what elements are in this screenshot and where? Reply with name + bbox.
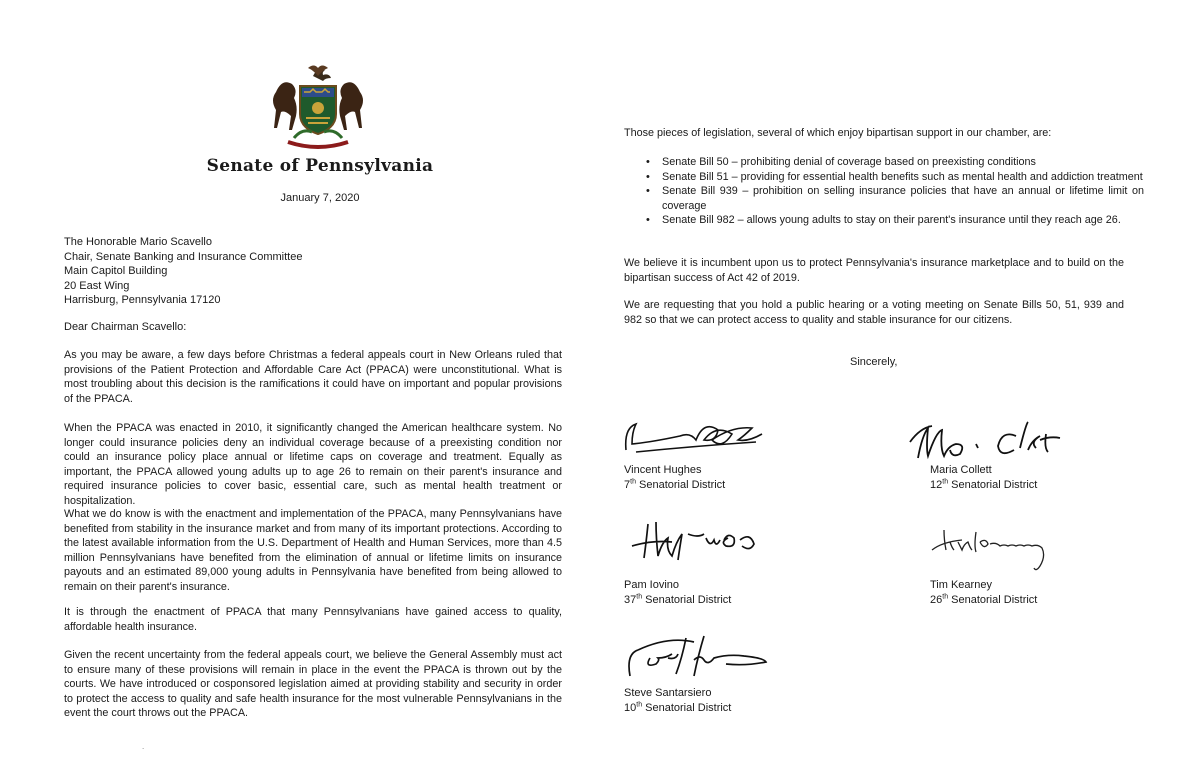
letterhead-title: Senate of Pennsylvania	[206, 156, 434, 176]
legislation-intro: Those pieces of legislation, several of which enjoy bipartisan support in our chamber, are:	[624, 127, 1052, 139]
body-paragraph: It is through the enactment of PPACA that many Pennsylvanians have gained access to quality, affordable health insurance.	[64, 606, 562, 633]
list-item	[624, 170, 1144, 185]
bullet-icon: •	[646, 156, 650, 168]
body-paragraph: As you may be aware, a few days before Christmas a federal appeals court in New Orleans ruled that provisions of the Patient Protection and Affordable Care Act (PPACA) were unconstitutional. What is most troubling about this decision is the ramifications it could have on important and popular provisions of the PPACA.	[64, 349, 562, 405]
recipient-address	[64, 235, 302, 308]
address-line: Harrisburg, Pennsylvania 17120	[64, 294, 221, 307]
scan-mark: .	[142, 742, 145, 751]
bill-list	[624, 155, 1144, 228]
body-paragraph: What we do know is with the enactment and implementation of the PPACA, many Pennsylvanians have benefited from stability in the insurance market and from many of its important protections. According to the latest available information from the U.S. Department of Health and Human Services, more than 4.5 million Pennsylvanians have benefited from the elimination of annual or lifetime limits on insurance payouts and an estimated 89,000 young adults in Pennsylvania have benefited from being allowed to remain on their parent's insurance.	[64, 508, 562, 593]
list-item	[624, 213, 1144, 228]
pennsylvania-coat-of-arms-icon	[258, 62, 378, 154]
signatory-name: Maria Collett	[930, 464, 992, 476]
body-paragraph: When the PPACA was enacted in 2010, it significantly changed the American healthcare system. No longer could insurance policies deny an individual coverage because of a preexisting condition nor could an insurance policy place annual or lifetime caps on coverage and treatment. Equally as important, the PPACA allowed young adults up to age 26 to remain on their parent's insurance and required insurance policies to cover basic, essential care, such as mental health treatment or hospitalization.	[64, 422, 562, 507]
address-line: The Honorable Mario Scavello	[64, 236, 212, 248]
body-paragraph: We are requesting that you hold a public hearing or a voting meeting on Senate Bills 50, 51, 939 and 982 so that we can protect access to quality and stable insurance for our citizens.	[624, 299, 1124, 326]
signatory-district: 37th Senatorial District	[624, 593, 732, 606]
signatory-name: Pam Iovino	[624, 579, 680, 591]
closing: Sincerely,	[850, 356, 898, 368]
signatory-district: 10th Senatorial District	[624, 701, 732, 714]
signature-kearney	[930, 512, 1080, 574]
letter-date: January 7, 2020	[280, 192, 360, 204]
signatory-district: 26th Senatorial District	[930, 593, 1038, 606]
bill-text: Senate Bill 50 – prohibiting denial of coverage based on preexisting conditions	[662, 156, 1036, 168]
signature-hughes	[622, 410, 812, 460]
body-paragraph: Given the recent uncertainty from the federal appeals court, we believe the General Assembly must act to ensure many of these provisions will remain in place in the event the PPACA is thrown out by the courts. We have introduced or cosponsored legislation aimed at providing stability and security in order to protect the access to quality and safe health insurance for the most vulnerable Pennsylvanians in the event the court throws out the PPACA.	[64, 649, 562, 720]
address-line: Main Capitol Building	[64, 265, 168, 278]
signature-iovino	[628, 514, 778, 564]
address-line: 20 East Wing	[64, 279, 130, 292]
bullet-icon: •	[646, 185, 650, 198]
letter-page-2	[600, 0, 1200, 772]
list-item	[624, 155, 1144, 170]
signatory-name: Tim Kearney	[930, 579, 992, 591]
signatory-name: Vincent Hughes	[624, 464, 702, 476]
signatory-district: 7th Senatorial District	[624, 478, 726, 491]
salutation: Dear Chairman Scavello:	[64, 321, 187, 333]
signatory-name: Steve Santarsiero	[624, 687, 712, 699]
signatory-district: 12th Senatorial District	[930, 478, 1038, 491]
bullet-icon: •	[646, 170, 650, 183]
bill-text: Senate Bill 51 – providing for essential health benefits such as mental health and addiction treatment	[662, 170, 1143, 183]
bill-text: Senate Bill 939 – prohibition on selling insurance policies that have an annual or lifetime limit on coverage	[662, 185, 1144, 212]
bullet-icon: •	[646, 214, 650, 227]
signature-collett	[906, 418, 1086, 466]
address-line: Chair, Senate Banking and Insurance Committee	[64, 250, 303, 263]
list-item	[624, 184, 1144, 213]
body-paragraph: We believe it is incumbent upon us to protect Pennsylvania's insurance marketplace and to build on the bipartisan success of Act 42 of 2019.	[624, 257, 1124, 284]
signature-santarsiero	[624, 632, 784, 684]
bill-text: Senate Bill 982 – allows young adults to stay on their parent's insurance until they reach age 26.	[662, 214, 1121, 227]
